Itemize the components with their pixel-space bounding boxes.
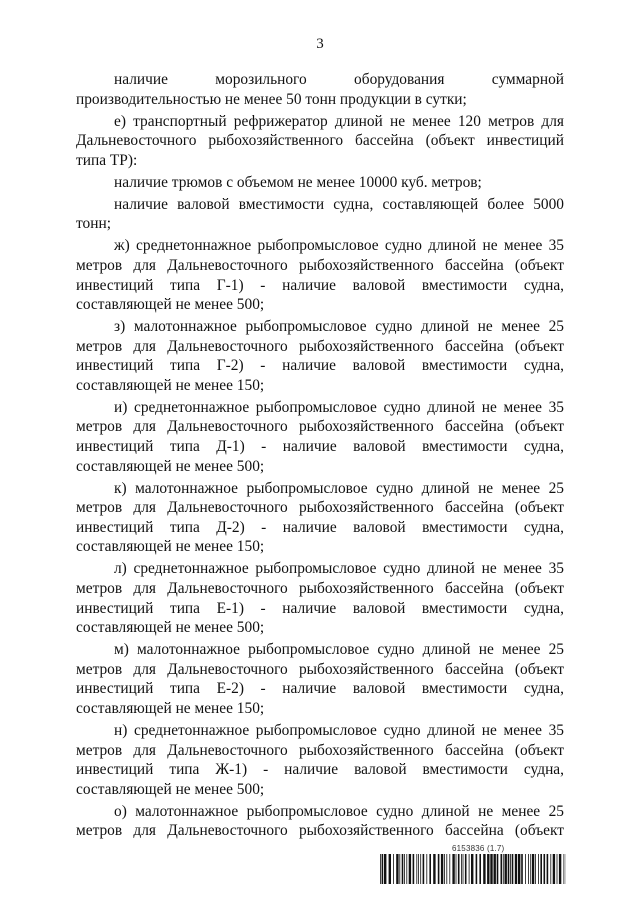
paragraph: наличие валовой вместимости судна, составляющей более 5000 тонн; <box>76 195 564 233</box>
document-code: 6153836 (1.7) <box>452 844 505 853</box>
page-number: 3 <box>316 36 324 52</box>
paragraph: м) малотоннажное рыбопромысловое судно длиной не менее 25 метров для Дальневосточного рыбохозяйственного бассейна (объект инвестиций типа Е-2) - наличие валовой вместимости судна, составляющей не менее 150; <box>76 641 564 717</box>
paragraph: з) малотоннажное рыбопромысловое судно длиной не менее 25 метров для Дальневосточного рыбохозяйственного бассейна (объект инвестиций типа Г-2) - наличие валовой вместимости судна, составляющей не менее 150; <box>76 318 564 394</box>
paragraph: наличие трюмов с объемом не менее 10000 куб. метров; <box>114 173 482 191</box>
paragraph: е) транспортный рефрижератор длиной не менее 120 метров для Дальневосточного рыбохозяйственного бассейна (объект инвестиций типа ТР): <box>76 112 564 169</box>
paragraph: л) среднетоннажное рыбопромысловое судно длиной не менее 35 метров для Дальневосточного рыбохозяйственного бассейна (объект инвестиций типа Е-1) - наличие валовой вместимости судна, составляющей не менее 500; <box>76 560 564 637</box>
paragraph: н) среднетоннажное рыбопромысловое судно длиной не менее 35 метров для Дальневосточного рыбохозяйственного бассейна (объект инвестиций типа Ж-1) - наличие валовой вместимости судна, составляющей не менее 500; <box>76 721 564 798</box>
paragraph: ж) среднетоннажное рыбопромысловое судно длиной не менее 35 метров для Дальневосточного рыбохозяйственного бассейна (объект инвестиций типа Г-1) - наличие валовой вместимости судна, составляющей не менее 500; <box>76 237 564 314</box>
paragraph: наличие морозильного оборудования суммарной производительностью не менее 50 тонн продукции в сутки; <box>76 71 564 108</box>
paragraph: о) малотоннажное рыбопромысловое судно длиной не менее 25 метров для Дальневосточного рыбохозяйственного бассейна (объект <box>76 802 564 840</box>
paragraph: к) малотоннажное рыбопромысловое судно длиной не менее 25 метров для Дальневосточного рыбохозяйственного бассейна (объект инвестиций типа Д-2) - наличие валовой вместимости судна, составляющей не менее 150; <box>76 479 564 556</box>
paragraph: и) среднетоннажное рыбопромысловое судно длиной не менее 35 метров для Дальневосточного рыбохозяйственного бассейна (объект инвестиций типа Д-1) - наличие валовой вместимости судна, составляющей не менее 500; <box>76 398 564 475</box>
document-body <box>76 70 564 843</box>
barcode-icon <box>380 854 566 884</box>
